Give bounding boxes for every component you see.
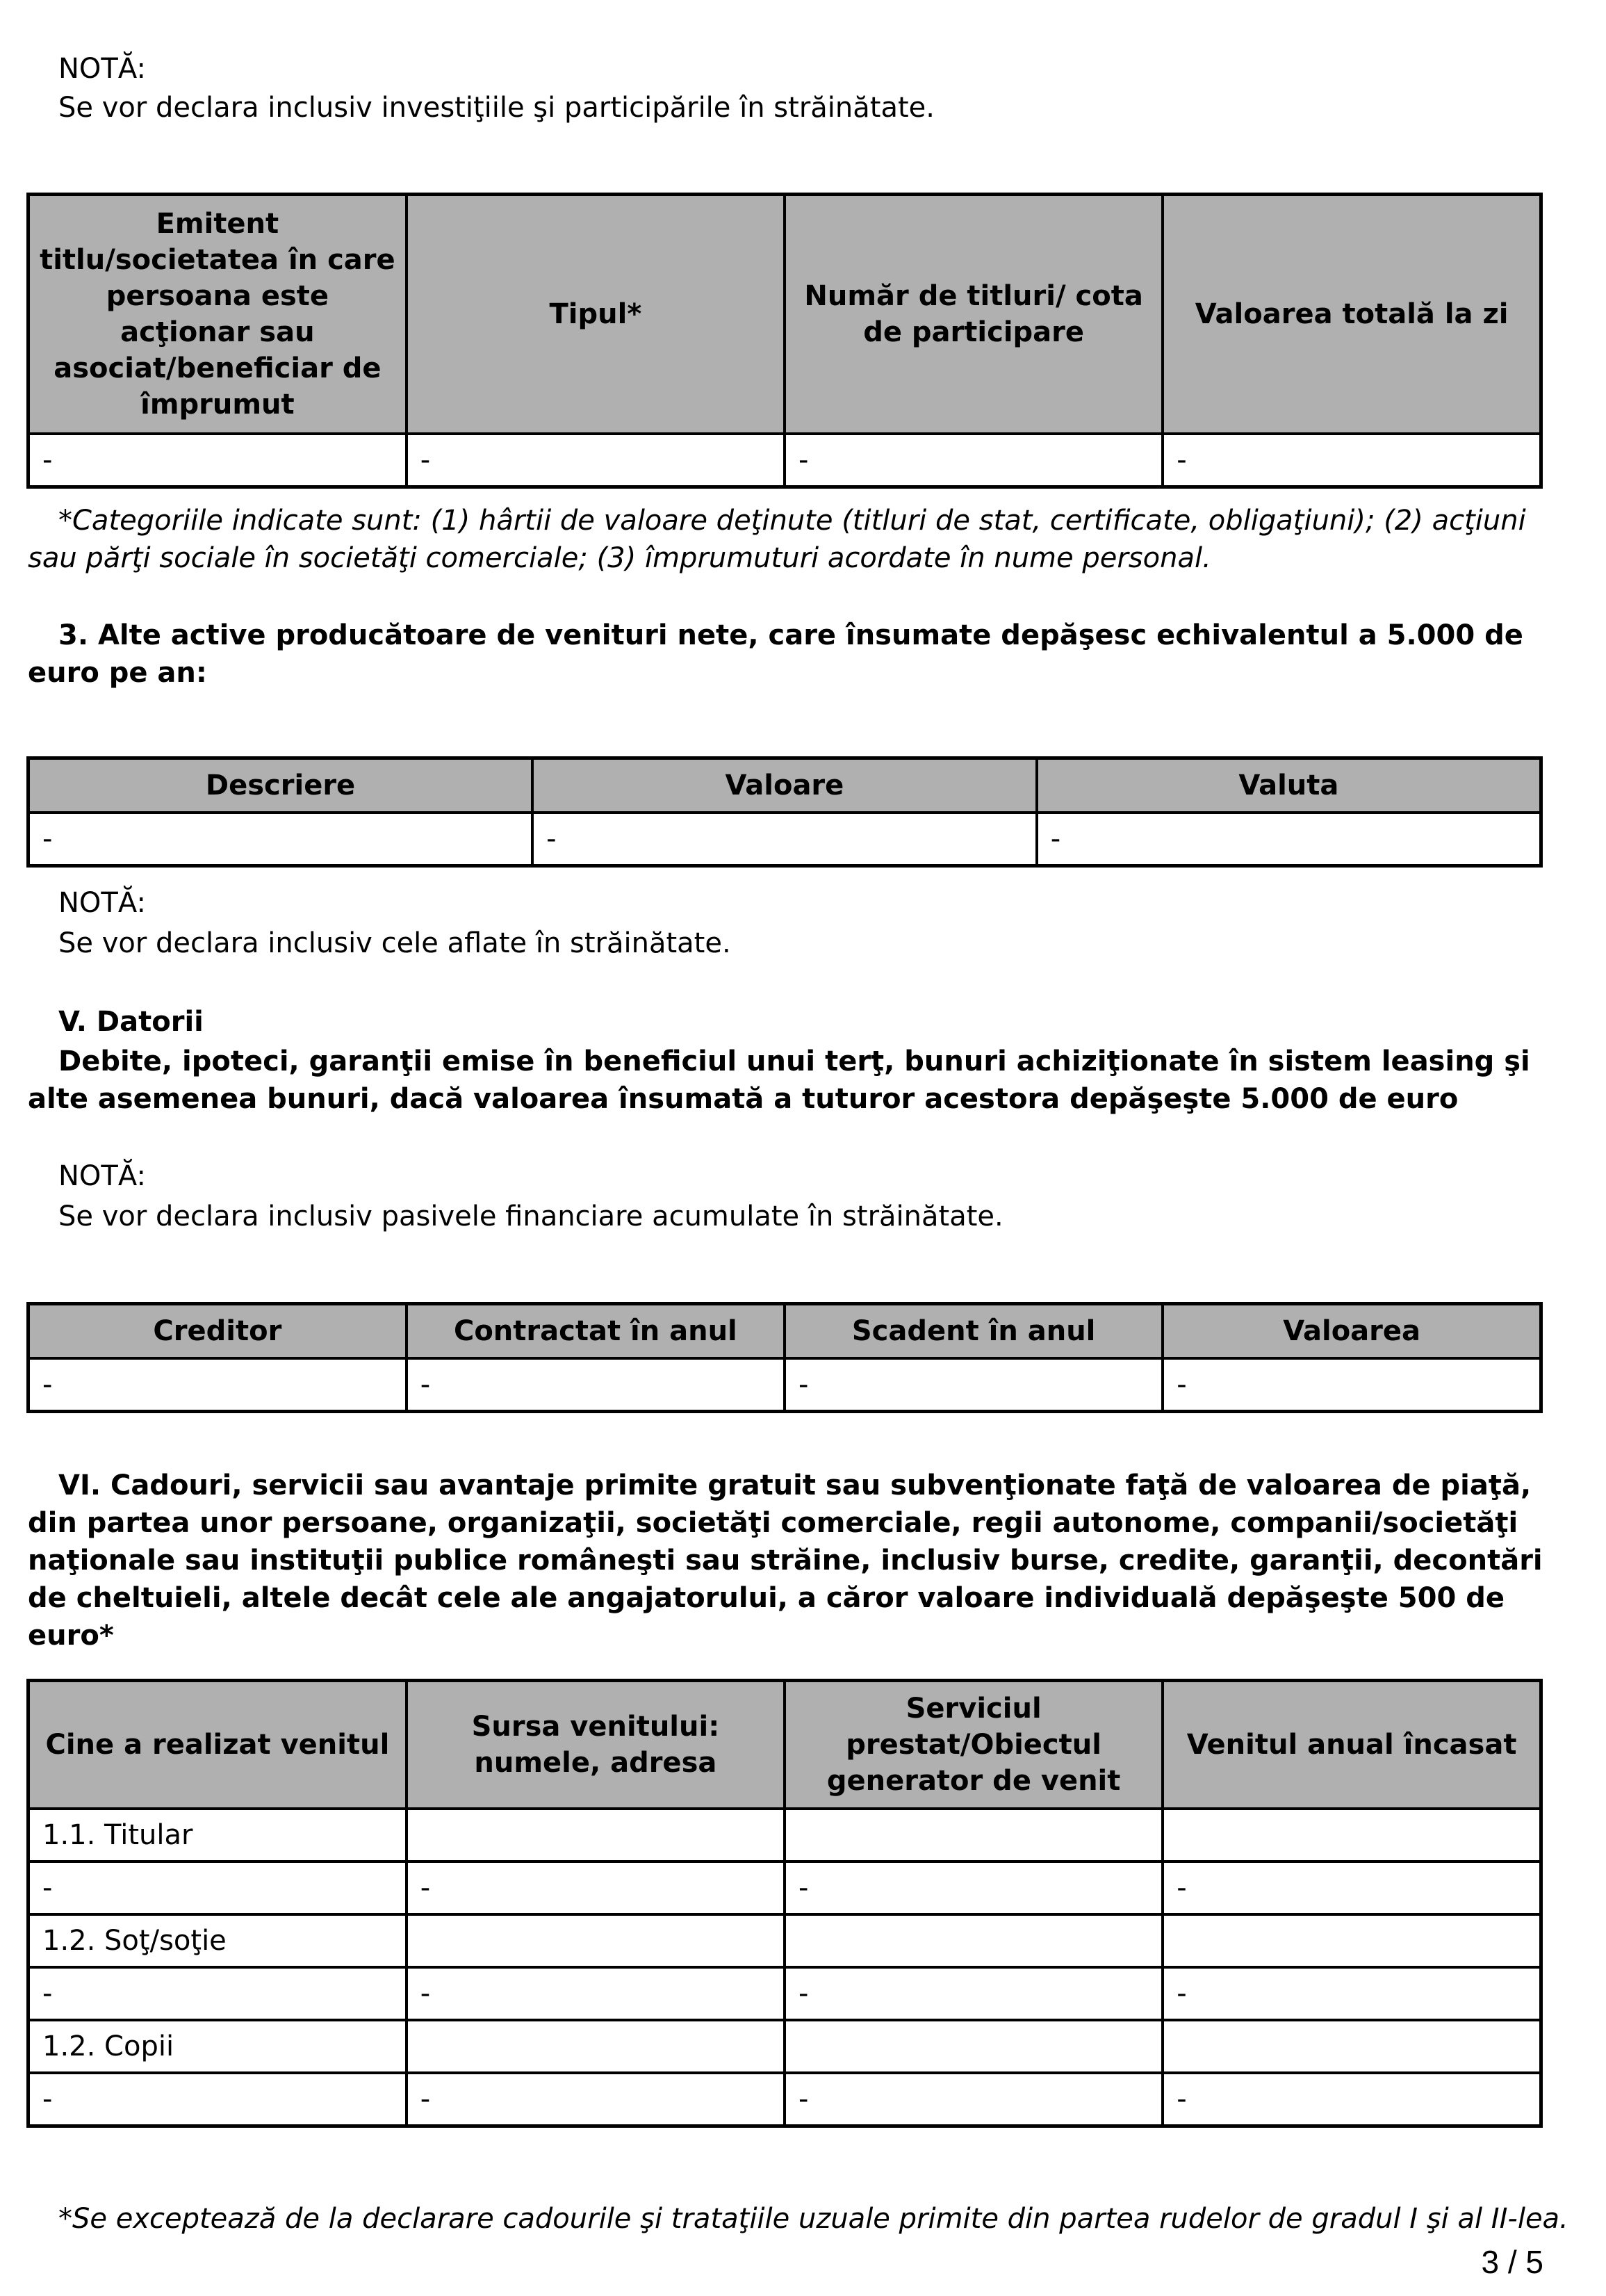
table-cell: - xyxy=(532,813,1037,866)
note-label: NOTĂ: xyxy=(58,887,146,919)
table-cell: 1.1. Titular xyxy=(28,1809,407,1862)
column-header-valuta: Valuta xyxy=(1037,758,1541,813)
table-row xyxy=(28,813,1541,866)
table-cell xyxy=(1163,1914,1541,1967)
page-number: 3 / 5 xyxy=(1481,2244,1543,2280)
table-row xyxy=(28,2073,1541,2126)
column-header-descriere: Descriere xyxy=(28,758,533,813)
column-header-creditor: Creditor xyxy=(28,1304,407,1358)
note-text: Se vor declara inclusiv cele aflate în străinătate. xyxy=(58,927,731,959)
table-row xyxy=(28,1914,1541,1967)
table-row xyxy=(28,1862,1541,1914)
table-cell: - xyxy=(28,813,533,866)
other-assets-table xyxy=(26,756,1543,868)
table-cell: - xyxy=(28,2073,407,2126)
column-header-cine: Cine a realizat venitul xyxy=(28,1681,407,1809)
table-cell xyxy=(407,1809,785,1862)
table-row xyxy=(28,2020,1541,2073)
table-cell: - xyxy=(1163,434,1541,487)
table-cell xyxy=(785,1914,1163,1967)
table-cell xyxy=(1163,2020,1541,2073)
debts-table xyxy=(26,1302,1543,1413)
investments-table xyxy=(26,193,1543,489)
table-cell: - xyxy=(785,434,1163,487)
table-cell xyxy=(785,2020,1163,2073)
section-heading-other-assets: 3. Alte active producătoare de venituri nete, care însumate depăşesc echivalentul a 5.000 de euro pe an: xyxy=(28,619,1523,689)
table-cell: - xyxy=(785,1967,1163,2020)
table-cell: 1.2. Copii xyxy=(28,2020,407,2073)
table-cell xyxy=(407,1914,785,1967)
table-cell: - xyxy=(28,1862,407,1914)
column-header-contractat: Contractat în anul xyxy=(407,1304,785,1358)
table-cell xyxy=(407,2020,785,2073)
table-cell: - xyxy=(1163,1967,1541,2020)
table-cell: - xyxy=(28,434,407,487)
section-heading-gifts: VI. Cadouri, servicii sau avantaje primite gratuit sau subvenţionate faţă de valoarea de piaţă, din partea unor persoane, organizaţii, societăţi comerciale, regii autonome, companii/societăţi naţionale sau instituţii publice româneşti sau străine, inclusiv burse, credite, garanţii, decontări de cheltuieli, altele decât cele ale angajatorului, a căror valoare individuală depăşeşte 500 de euro* xyxy=(28,1469,1543,1652)
note-label: NOTĂ: xyxy=(58,1160,146,1192)
table-cell: - xyxy=(1163,1358,1541,1412)
column-header-serviciul: Serviciul prestat/Obiectul generator de venit xyxy=(785,1681,1163,1809)
table-cell xyxy=(785,1809,1163,1862)
column-header-tipul: Tipul* xyxy=(407,195,785,434)
table-cell: - xyxy=(785,1358,1163,1412)
table-cell: - xyxy=(1037,813,1541,866)
table-cell: 1.2. Soţ/soţie xyxy=(28,1914,407,1967)
column-header-emitent: Emitent titlu/societatea în care persoana este acţionar sau asociat/beneficiar de împrumut xyxy=(28,195,407,434)
table-cell: - xyxy=(785,1862,1163,1914)
section-description-datorii: Debite, ipoteci, garanţii emise în beneficiul unui terţ, bunuri achiziţionate în sistem leasing şi alte asemenea bunuri, dacă valoarea însumată a tuturor acestora depăşeşte 5.000 de euro xyxy=(28,1045,1530,1115)
footnote-categories: *Categoriile indicate sunt: (1) hârtii de valoare deţinute (titluri de stat, certificate, obligaţiuni); (2) acţiuni sau părţi sociale în societăţi comerciale; (3) împrumuturi acordate în nume personal. xyxy=(28,505,1526,574)
column-header-venitul: Venitul anual încasat xyxy=(1163,1681,1541,1809)
table-cell: - xyxy=(407,1358,785,1412)
table-cell: - xyxy=(1163,1862,1541,1914)
column-header-valoarea-totala: Valoarea totală la zi xyxy=(1163,195,1541,434)
note-label: NOTĂ: xyxy=(58,53,146,85)
table-row xyxy=(28,1358,1541,1412)
table-row xyxy=(28,1967,1541,2020)
table-cell: - xyxy=(407,434,785,487)
footnote-gifts: *Se exceptează de la declarare cadourile şi trataţiile uzuale primite din partea rudelor de gradul I şi al II-lea. xyxy=(58,2203,1568,2235)
table-row xyxy=(28,434,1541,487)
column-header-numar-titluri: Număr de titluri/ cota de participare xyxy=(785,195,1163,434)
column-header-valoare: Valoare xyxy=(532,758,1037,813)
section-title-datorii: V. Datorii xyxy=(58,1006,204,1038)
table-cell: - xyxy=(407,2073,785,2126)
table-cell: - xyxy=(1163,2073,1541,2126)
gifts-table xyxy=(26,1679,1543,2128)
table-cell: - xyxy=(785,2073,1163,2126)
column-header-valoarea: Valoarea xyxy=(1163,1304,1541,1358)
note-text: Se vor declara inclusiv pasivele financiare acumulate în străinătate. xyxy=(58,1200,1003,1232)
note-text: Se vor declara inclusiv investiţiile şi participările în străinătate. xyxy=(58,92,935,124)
table-cell: - xyxy=(28,1358,407,1412)
table-cell xyxy=(1163,1809,1541,1862)
column-header-scadent: Scadent în anul xyxy=(785,1304,1163,1358)
table-cell: - xyxy=(407,1862,785,1914)
table-cell: - xyxy=(28,1967,407,2020)
table-cell: - xyxy=(407,1967,785,2020)
column-header-sursa: Sursa venitului: numele, adresa xyxy=(407,1681,785,1809)
table-row xyxy=(28,1809,1541,1862)
